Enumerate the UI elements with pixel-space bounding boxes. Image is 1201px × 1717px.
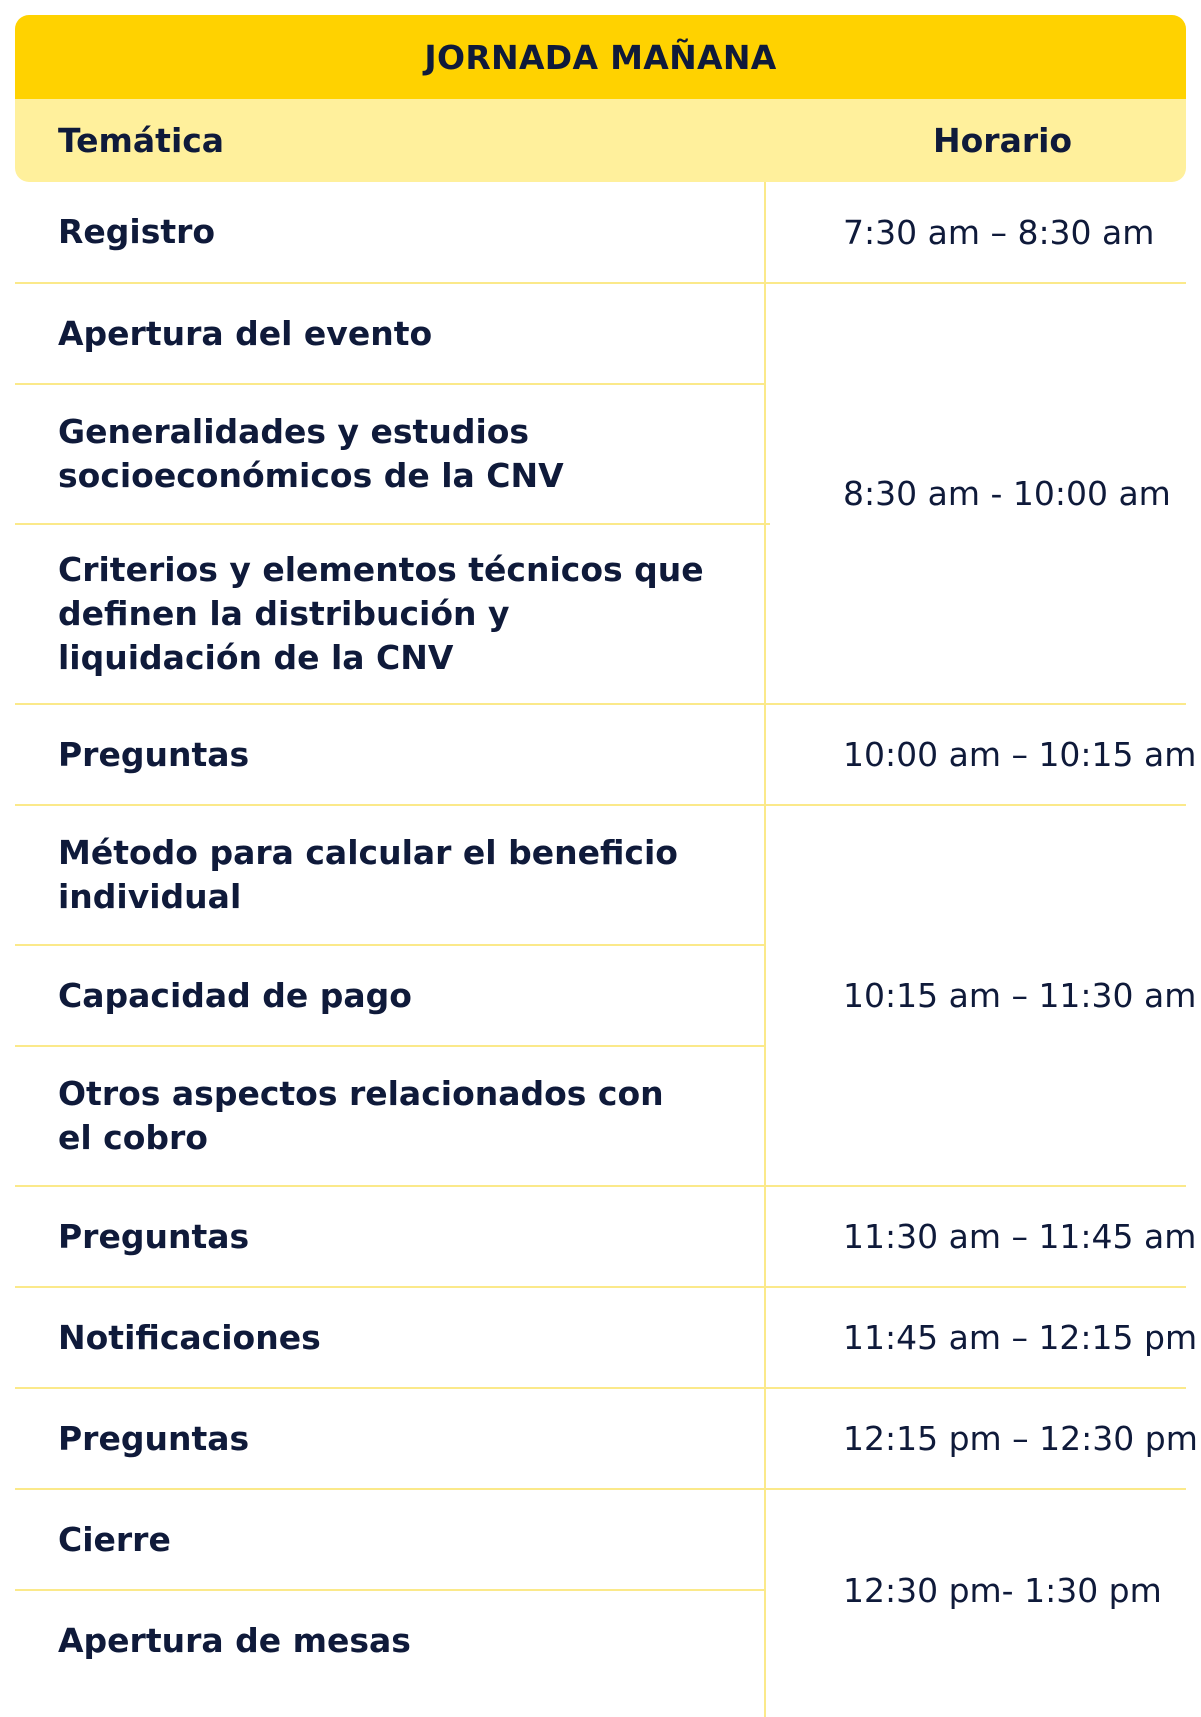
time-cell: 10:15 am – 11:30 am <box>843 976 1197 1015</box>
topic-row-apertura-evento: Apertura del evento <box>58 313 433 353</box>
topic-row-cierre: Cierre <box>58 1519 171 1559</box>
topic-row-preguntas-3: Preguntas <box>58 1418 250 1458</box>
time-cell: 12:15 pm – 12:30 pm <box>843 1419 1198 1458</box>
time-cell: 12:30 pm- 1:30 pm <box>843 1570 1162 1610</box>
topic-row-generalidades: Generalidades y estudios socioeconómicos de la CNV <box>58 412 564 495</box>
topic-row-criterios: Criterios y elementos técnicos que definen la distribución y liquidación de la CNV <box>58 550 704 677</box>
table-title: JORNADA MAÑANA <box>15 15 1186 99</box>
topic-row-otros-aspectos: Otros aspectos relacionados con el cobro <box>58 1074 664 1157</box>
time-cell: 10:00 am – 10:15 am <box>843 735 1197 774</box>
topic-row-preguntas-2: Preguntas <box>58 1216 250 1256</box>
topic-row-capacidad-pago: Capacidad de pago <box>58 975 412 1015</box>
topic-row-metodo: Método para calcular el beneficio individual <box>58 833 678 916</box>
column-header-row <box>15 99 1186 182</box>
column-header-topic: Temática <box>58 121 225 160</box>
topic-row-preguntas-1: Preguntas <box>58 734 250 774</box>
table-body <box>15 182 1198 1717</box>
time-cell: 8:30 am - 10:00 am <box>843 474 1171 513</box>
topic-row-apertura-mesas: Apertura de mesas <box>58 1620 411 1660</box>
time-cell: 7:30 am – 8:30 am <box>843 212 1155 252</box>
schedule-table <box>15 15 1198 1717</box>
time-cell: 11:30 am – 11:45 am <box>843 1217 1197 1256</box>
topic-row-registro: Registro <box>58 212 216 251</box>
topic-row-notificaciones: Notificaciones <box>58 1317 321 1357</box>
column-header-time: Horario <box>933 121 1073 160</box>
time-cell: 11:45 am – 12:15 pm <box>843 1318 1198 1357</box>
